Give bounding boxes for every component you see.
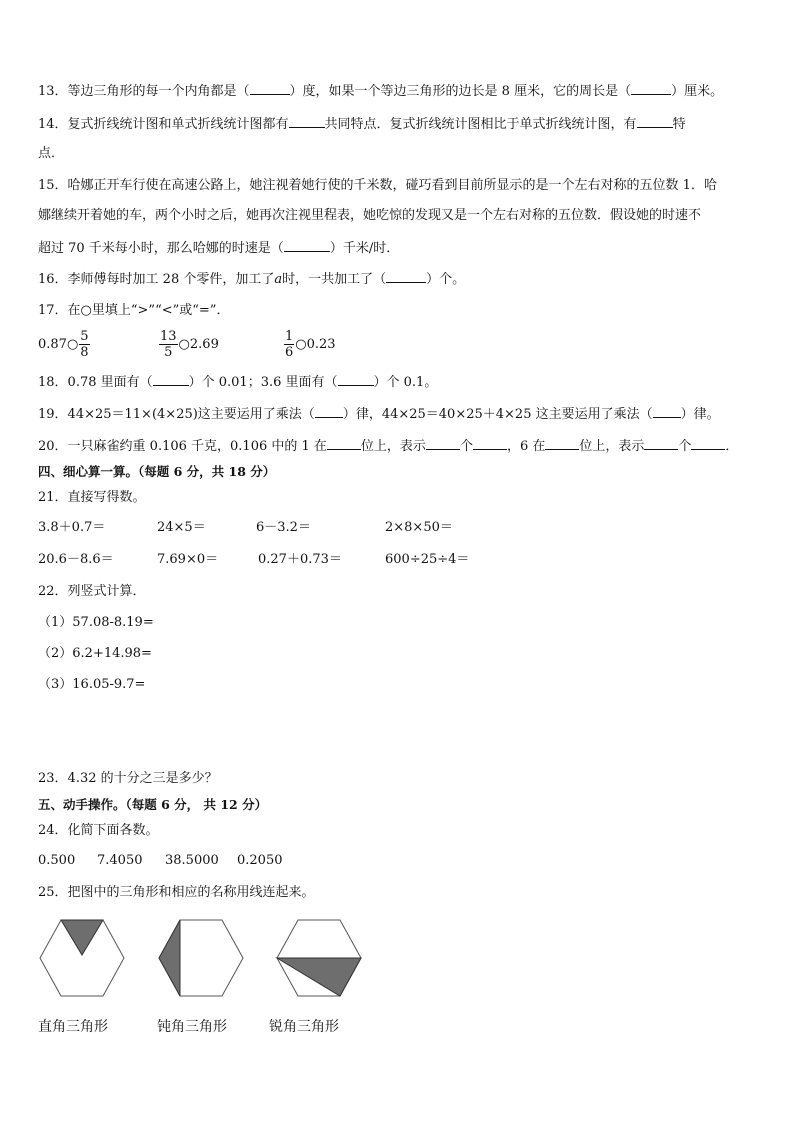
q22-item-2: （2）6.2+14.98= <box>38 646 152 661</box>
fraction-denominator: 8 <box>80 345 89 360</box>
fraction-numerator: 5 <box>80 329 89 344</box>
q25-label-1[interactable]: 直角三角形 <box>38 1019 108 1035</box>
q17-title: 17．在○里填上“>”“<”或“=”． <box>38 303 230 318</box>
question-25-title: 25．把图中的三角形和相应的名称用线连起来。 <box>38 885 315 900</box>
section-4-heading: 四、细心算一算。（每题 6 分，共 18 分） <box>38 464 276 479</box>
q13-text-c: ）厘米。 <box>671 84 724 99</box>
q15-text-b: 娜继续开着她的车，两个小时之后，她再次注视里程表，她吃惊的发现又是一个左右对称的五位数．假设她的时速不 <box>38 208 702 223</box>
q18-blank-1[interactable] <box>153 373 189 386</box>
question-23: 23．4.32 的十分之三是多少？ <box>38 771 218 786</box>
q14-blank-1[interactable] <box>289 115 325 128</box>
q16-blank[interactable] <box>386 270 426 283</box>
fraction-numerator: 13 <box>160 329 177 344</box>
q18-blank-2[interactable] <box>338 373 374 386</box>
q18-text-b: ）个 0.01；3.6 里面有（ <box>188 375 338 390</box>
q16-text-a: 16．李师傅每时加工 28 个零件，加工了 <box>38 272 275 287</box>
q20-text-c: 个 <box>459 439 473 454</box>
q20-blank-1[interactable] <box>327 437 361 450</box>
q20-blank-2[interactable] <box>426 437 460 450</box>
q17-item-1-pre: 0.87○ <box>38 337 79 352</box>
q17-item-3-post: ○0.23 <box>295 337 336 352</box>
question-14 <box>38 115 686 134</box>
q19-text-a: 19．44×25＝11×(4×25)这主要运用了乘法（ <box>38 407 315 422</box>
question-17 <box>38 302 229 320</box>
q24-number: 0.2050 <box>237 853 283 868</box>
q17-fraction-1 <box>79 329 89 360</box>
q19-text-c: ）律。 <box>680 407 720 422</box>
q20-blank-4[interactable] <box>545 437 579 450</box>
q16-variable: a <box>274 272 283 287</box>
q25-label-3[interactable]: 锐角三角形 <box>269 1019 339 1035</box>
q21-item: 0.27＋0.73＝ <box>258 552 342 567</box>
q21-item: 3.8＋0.7＝ <box>38 520 106 535</box>
q15-blank[interactable] <box>284 239 330 252</box>
q24-number: 0.500 <box>38 853 76 868</box>
q14-text-d: 点． <box>38 146 65 161</box>
shaded-triangle <box>159 920 180 996</box>
q20-blank-3[interactable] <box>473 437 507 450</box>
q14-text-c: 特 <box>672 117 686 132</box>
q15-text-c: 超过 70 千米每小时，那么哈娜的时速是（ <box>38 241 284 256</box>
q20-blank-5[interactable] <box>644 437 678 450</box>
q20-text-e: 位上，表示 <box>579 439 645 454</box>
question-14-cont <box>38 145 64 163</box>
q20-text-f: 个 <box>678 439 692 454</box>
question-20 <box>38 437 738 456</box>
hexagon-figure-2 <box>157 917 245 999</box>
q17-item-2 <box>158 329 219 360</box>
q13-blank-2[interactable] <box>631 82 671 95</box>
q21-item: 24×5＝ <box>157 520 206 535</box>
q19-blank-2[interactable] <box>653 405 681 418</box>
hexagon-figure-3 <box>275 917 363 999</box>
q21-item: 600÷25÷4＝ <box>385 552 470 567</box>
q14-text-a: 14．复式折线统计图和单式折线统计图都有 <box>38 117 289 132</box>
q14-text-b: 共同特点．复式折线统计图相比于单式折线统计图，有 <box>324 117 637 132</box>
question-19 <box>38 405 720 424</box>
question-24-title: 24．化简下面各数。 <box>38 823 159 838</box>
q17-item-2-post: ○2.69 <box>178 337 219 352</box>
q19-blank-1[interactable] <box>315 405 343 418</box>
q17-fraction-2 <box>159 329 178 360</box>
question-21-title: 21．直接写得数。 <box>38 490 146 505</box>
q16-text-b: 时，一共加工了（ <box>282 272 387 287</box>
fraction-numerator: 1 <box>285 329 294 344</box>
hexagon-figure-1 <box>38 917 126 999</box>
q20-text-a: 20．一只麻雀约重 0.106 千克，0.106 中的 1 在 <box>38 439 327 454</box>
q20-text-g: ． <box>725 439 739 454</box>
question-15-line2 <box>38 207 701 225</box>
q18-text-a: 18．0.78 里面有（ <box>38 375 153 390</box>
fraction-denominator: 6 <box>285 345 294 360</box>
q22-item-1: （1）57.08-8.19= <box>38 615 154 630</box>
q24-number: 38.5000 <box>165 853 219 868</box>
q21-item: 6－3.2＝ <box>256 520 311 535</box>
q21-item: 2×8×50＝ <box>385 520 453 535</box>
q15-text-a: 15．哈娜正开车行使在高速公路上，她注视着她行使的千米数，碰巧看到目前所显示的是一个左右对称的五位数 1．哈 <box>38 178 717 193</box>
q20-text-d: ，6 在 <box>506 439 546 454</box>
q22-item-3: （3）16.05-9.7= <box>38 677 146 692</box>
question-15-line1 <box>38 177 717 195</box>
q17-item-1 <box>38 329 91 360</box>
q25-label-2[interactable]: 钝角三角形 <box>157 1019 227 1035</box>
q16-text-c: ）个。 <box>426 272 466 287</box>
q21-item: 7.69×0＝ <box>157 552 219 567</box>
q13-text-b: ）度，如果一个等边三角形的边长是 8 厘米，它的周长是（ <box>289 84 632 99</box>
q17-fraction-3 <box>284 329 294 360</box>
q24-number: 7.4050 <box>97 853 143 868</box>
q14-blank-2[interactable] <box>637 115 673 128</box>
question-16 <box>38 270 465 289</box>
q13-blank-1[interactable] <box>250 82 290 95</box>
fraction-denominator: 5 <box>164 345 173 360</box>
question-18 <box>38 373 437 392</box>
q18-text-c: ）个 0.1。 <box>373 375 438 390</box>
q15-text-d: ）千米/时． <box>329 241 400 256</box>
question-15-line3 <box>38 239 399 258</box>
q19-text-b: ）律，44×25＝40×25＋4×25 这主要运用了乘法（ <box>342 407 653 422</box>
q17-item-3 <box>283 329 336 360</box>
question-22-title: 22．列竖式计算． <box>38 584 146 599</box>
q20-text-b: 位上，表示 <box>360 439 426 454</box>
question-13 <box>38 82 723 101</box>
q20-blank-6[interactable] <box>691 437 725 450</box>
section-5-heading: 五、动手操作。（每题 6 分， 共 12 分） <box>38 797 268 812</box>
q21-item: 20.6－8.6＝ <box>38 552 114 567</box>
q13-text-a: 13．等边三角形的每一个内角都是（ <box>38 84 250 99</box>
